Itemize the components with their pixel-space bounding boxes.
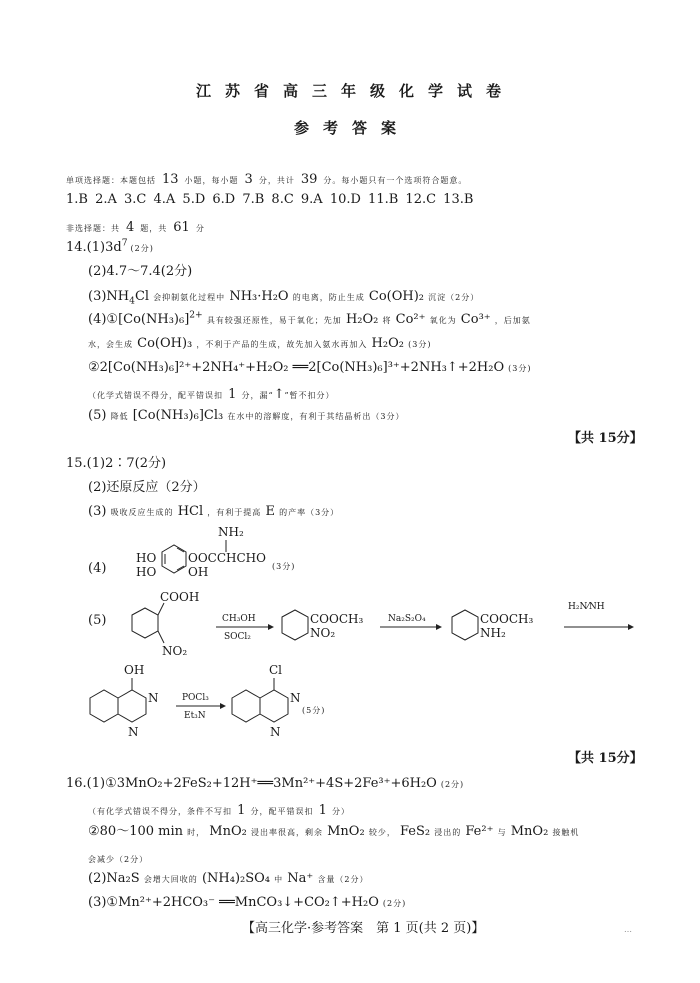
nh2-label: NH₂ (218, 525, 244, 539)
q15-part4-score: (3分) (272, 562, 296, 571)
bond (158, 631, 164, 643)
catechol-ester-structure (108, 522, 358, 592)
reagent-4-bottom: Et₃N (184, 711, 206, 721)
q16-line-4: 会减少（2分） (88, 855, 149, 864)
ho-label-1: HO (136, 551, 157, 565)
arrowhead (220, 703, 226, 709)
q16-line-3: ②80～100 min 时， MnO₂ 浸出率很高，剩余 MnO₂ 较少， FeS₂ 浸出的 Fe²⁺ 与 MnO₂ 接触机 (88, 824, 580, 839)
q14-line-1: $14.(1)3d^7$ (2分) (66, 238, 154, 255)
q16-line-2: （有化学式错误不得分，条件不写扣 1 分，配平错误扣 1 分） (88, 803, 350, 818)
q14-line-7: （化学式错误不得分，配平错误扣 1 分，漏“↑”暂不扣分） (88, 387, 335, 402)
product-1-nitro: NO₂ (310, 626, 336, 640)
page-title: 江苏省高三年级化学试卷 (196, 82, 516, 100)
benzene-ring (90, 690, 118, 722)
n-atom: N (148, 691, 159, 705)
pyrimidine-ring (260, 690, 288, 722)
q14-line-4: $(4)①[Co(NH_3)_6]^{2+}$ 具有较强还原性，易于氧化；先加 H₂O₂ 将 Co²⁺ 氧化为 Co³⁺ ，后加氨 (88, 310, 531, 327)
q15-line-3: (3) 吸收反应生成的 HCl ，有利于提高 E 的产率（3分） (88, 504, 340, 519)
cl-substituent: Cl (269, 663, 283, 677)
reagent-2-top: Na₂S₂O₄ (388, 614, 426, 624)
q14-line-3: $(3)NH_4Cl$ 会抑制氨化过程中 NH₃·H₂O 的电离，防止生成 Co(OH)₂ 沉淀（2分） (88, 289, 480, 307)
ho-label-2: HO (136, 565, 157, 579)
q14-line-5: 水，会生成 Co(OH)₃ ，不利于产品的生成，故先加入氨水再加入 H₂O₂ (3分) (88, 336, 432, 351)
no2-label: NO₂ (162, 644, 188, 658)
q14-line-6: ②2[Co(NH₃)₆]²⁺+2NH₄⁺+H₂O₂ ══2[Co(NH₃)₆]³⁺+2NH₃↑+2H₂O (3分) (88, 360, 532, 375)
benzene-ring (452, 610, 478, 640)
q14-line-8: (5) 降低 [Co(NH₃)₆]Cl₃ 在水中的溶解度，有利于其结晶析出（3分） (88, 408, 405, 423)
footer-mark: … (624, 925, 633, 934)
arrowhead (628, 624, 634, 630)
q15-part5-route-row1 (118, 585, 638, 665)
q15-part5-route-row2 (88, 660, 388, 750)
q15-part5-score: (5分) (302, 706, 326, 715)
page-footer: 【高三化学·参考答案 第 1 页(共 2 页)】 (242, 921, 485, 936)
cooh-label: COOH (160, 590, 200, 604)
benzene-ring (282, 610, 308, 640)
product-1-ester: COOCH₃ (310, 612, 364, 626)
benzene-ring (132, 608, 158, 638)
q15-total: 【共 15分】 (568, 751, 643, 766)
bond (158, 603, 164, 615)
chain-label: OOCCHCHO (188, 551, 266, 565)
q16-line-6: (3)①Mn²⁺+2HCO₃⁻ ══MnCO₃↓+CO₂↑+H₂O (2分) (88, 895, 407, 910)
benzene-ring (162, 545, 186, 573)
q15-line-2: (2)还原反应（2分） (88, 480, 206, 495)
page-subtitle: 参考答案 (294, 119, 411, 137)
oh-substituent: OH (124, 663, 145, 677)
q15-part4-structure (108, 522, 358, 592)
q14-line-2: (2)4.7～7.4(2分) (88, 264, 193, 279)
section-single-choice-intro: 单项选择题：本题包括 13 小题，每小题 3 分，共计 39 分。每小题只有一个选项符合题意。 (66, 172, 468, 187)
pyrimidine-ring (118, 690, 146, 722)
q14-total: 【共 15分】 (568, 431, 643, 446)
arrowhead (436, 624, 442, 630)
n-atom: N (128, 725, 139, 739)
n-atom: N (290, 691, 301, 705)
reagent-1-bottom: SOCl₂ (224, 632, 251, 642)
arrowhead (268, 624, 274, 630)
reagent-4-top: POCl₃ (182, 693, 209, 703)
section-non-choice-intro: 非选择题：共 4 题，共 61 分 (66, 220, 205, 235)
reagent-3-top: H₂N⁄NH (568, 602, 605, 612)
q15-part4-label: (4) (88, 561, 107, 576)
q15-part5-label: (5) (88, 613, 107, 628)
n-atom: N (270, 725, 281, 739)
q16-line-5: (2)Na₂S 会增大回收的 (NH₄)₂SO₄ 中 Na⁺ 含量（2分） (88, 871, 369, 886)
reagent-1-top: CH₃OH (222, 614, 256, 624)
oh-label: OH (188, 565, 209, 579)
benzene-ring (232, 690, 260, 722)
choice-answers: 1.B 2.A 3.C 4.A 5.D 6.D 7.B 8.C 9.A 10.D 11.B 12.C 13.B (66, 192, 474, 207)
q15-line-1: 15.(1)2∶7(2分) (66, 456, 167, 471)
product-2-ester: COOCH₃ (480, 612, 534, 626)
q16-line-1: 16.(1)①3MnO₂+2FeS₂+12H⁺══3Mn²⁺+4S+2Fe³⁺+6H₂O (2分) (66, 776, 465, 791)
product-2-amine: NH₂ (480, 626, 506, 640)
